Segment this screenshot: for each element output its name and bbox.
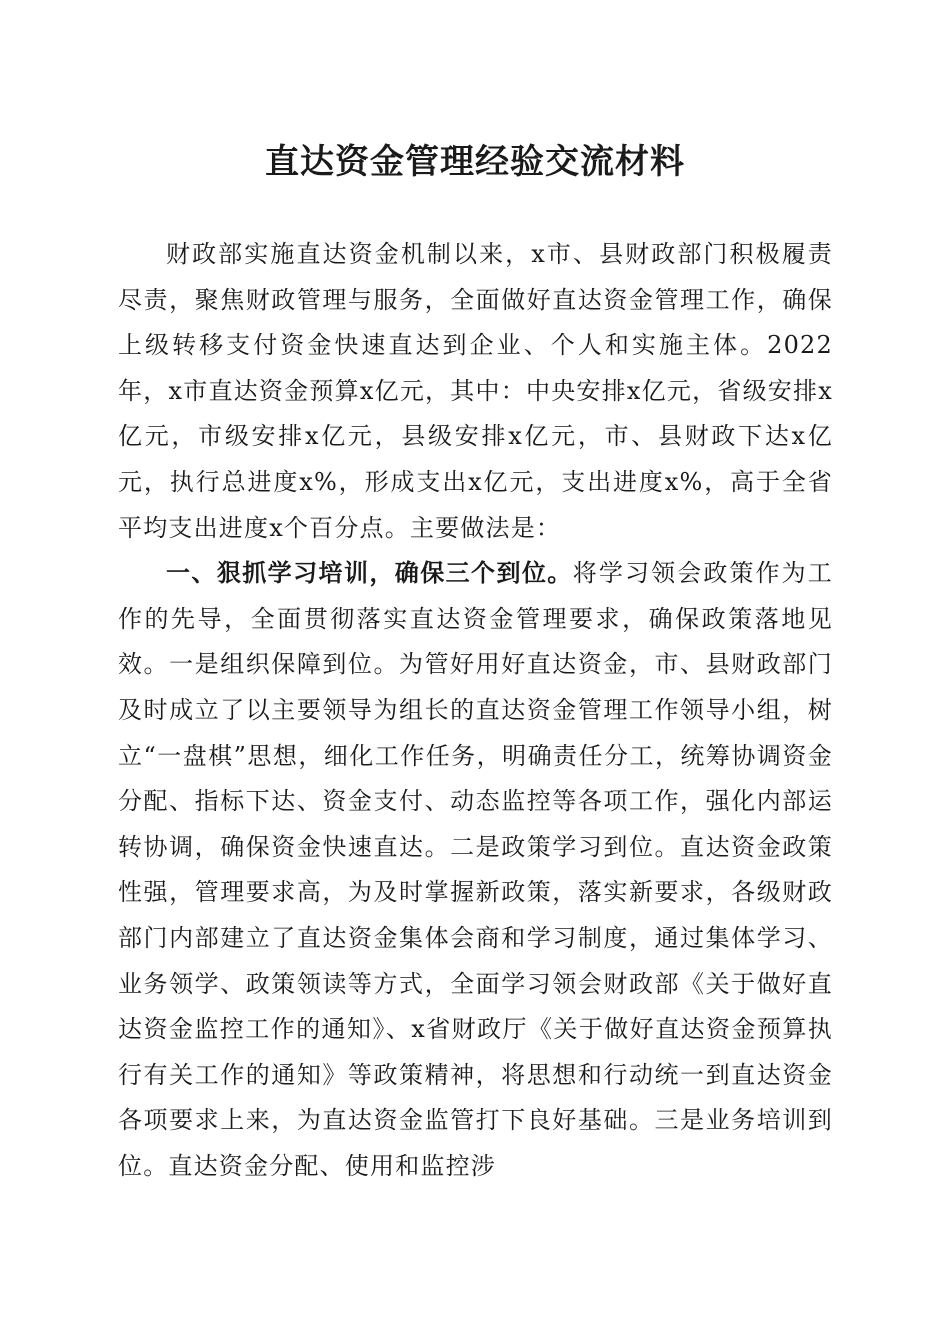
paragraph-section-1 — [118, 551, 833, 1189]
paragraph-intro — [118, 232, 833, 551]
section-1-heading: 一、狠抓学习培训，确保三个到位。 — [166, 559, 573, 588]
document-body — [118, 232, 833, 1189]
document-title: 直达资金管理经验交流材料 — [265, 142, 685, 182]
section-1-text: 将学习领会政策作为工作的先导，全面贯彻落实直达资金管理要求，确保政策落地见效。一是组织保障到位。为管好用好直达资金，市、县财政部门及时成立了以主要领导为组长的直达资金管理工作领导小组，树立“一盘棋”思想，细化工作任务，明确责任分工，统筹协调资金分配、指标下达、资金支付、动态监控等各项工作，强化内部运转协调，确保资金快速直达。二是政策学习到位。直达资金政策性强，管理要求高，为及时掌握新政策，落实新要求，各级财政部门内部建立了直达资金集体会商和学习制度，通过集体学习、业务领学、政策领读等方式，全面学习领会财政部《关于做好直达资金监控工作的通知》、x省财政厅《关于做好直达资金预算执行有关工作的通知》等政策精神，将思想和行动统一到直达资金各项要求上来，为直达资金监管打下良好基础。三是业务培训到位。直达资金分配、使用和监控涉 — [118, 559, 833, 1180]
paragraph-intro-text: 财政部实施直达资金机制以来，x市、县财政部门积极履责尽责，聚焦财政管理与服务，全面做好直达资金管理工作，确保上级转移支付资金快速直达到企业、个人和实施主体。2022年，x市直达资金预算x亿元，其中：中央安排x亿元，省级安排x亿元，市级安排x亿元，县级安排x亿元，市、县财政下达x亿元，执行总进度x%，形成支出x亿元，支出进度x%，高于全省平均支出进度x个百分点。主要做法是： — [118, 240, 833, 542]
